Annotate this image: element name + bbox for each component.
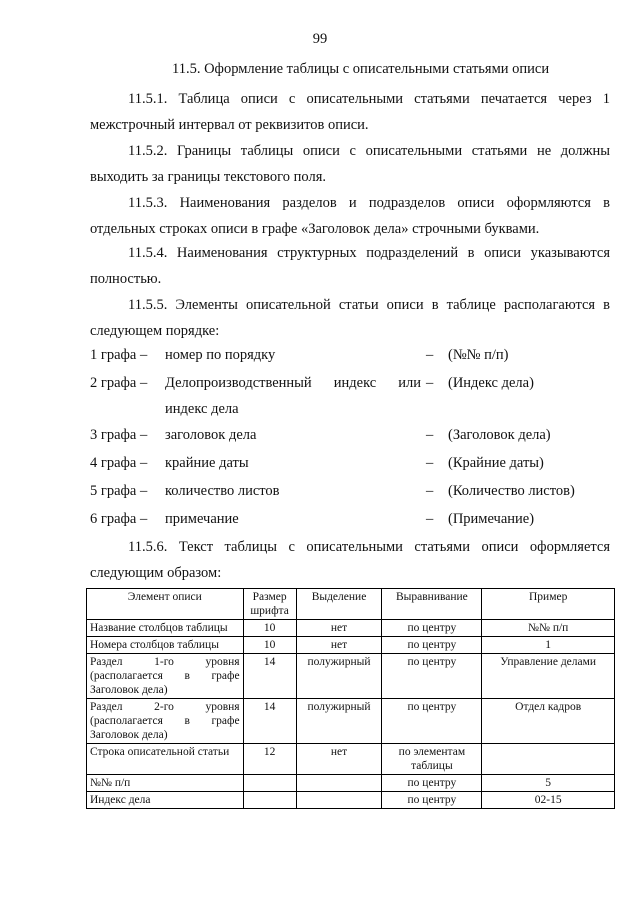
graph-value: (Примечание): [448, 511, 535, 527]
paragraph-11-5-4: [90, 240, 610, 292]
table-cell: 14: [243, 654, 296, 699]
graph-value: (Индекс дела): [448, 375, 534, 391]
table-row: [87, 637, 615, 654]
paragraph-11-5-1: [90, 86, 610, 138]
table-cell: [482, 744, 615, 775]
paragraph-line: 11.5.4. Наименования структурных подразделений в описи указываются: [128, 245, 610, 261]
table-header-cell: Элемент описи: [87, 589, 244, 620]
graph-label: 4 графа –: [90, 455, 148, 471]
table-cell: нет: [296, 620, 382, 637]
graph-value: (Заголовок дела): [448, 427, 551, 443]
paragraph-11-5-6: [90, 534, 610, 586]
table-cell: по центру: [382, 637, 482, 654]
table-row: [87, 792, 615, 809]
graph-description-line: Делопроизводственный индекс или: [165, 375, 421, 391]
table-cell: Строка описательной статьи: [87, 744, 244, 775]
table-header-row: [87, 589, 615, 620]
table-cell: нет: [296, 637, 382, 654]
paragraph-line: отдельных строках описи в графе «Заголовок дела» строчными буквами.: [90, 221, 540, 237]
page-number: 99: [312, 31, 328, 47]
graph-dash: –: [426, 347, 434, 363]
graph-description: примечание: [165, 511, 239, 527]
table-cell: [296, 792, 382, 809]
paragraph-line: 11.5.3. Наименования разделов и подразделов описи оформляются в: [128, 195, 610, 211]
table-cell: полужирный: [296, 699, 382, 744]
table-cell: [243, 775, 296, 792]
table-cell: Управление делами: [482, 654, 615, 699]
table-cell: по центру: [382, 792, 482, 809]
table-header-cell: Пример: [482, 589, 615, 620]
paragraph-line: полностью.: [90, 271, 162, 287]
table-cell: №№ п/п: [87, 775, 244, 792]
graph-label: 3 графа –: [90, 427, 148, 443]
graph-description: заголовок дела: [165, 427, 257, 443]
graph-dash: –: [426, 375, 434, 391]
table-row: [87, 699, 615, 744]
table-cell: Номера столбцов таблицы: [87, 637, 244, 654]
paragraph-line: выходить за границы текстового поля.: [90, 169, 326, 185]
table-cell: №№ п/п: [482, 620, 615, 637]
table-cell: Отдел кадров: [482, 699, 615, 744]
graph-label: 2 графа –: [90, 375, 148, 391]
paragraph-11-5-5: [90, 292, 610, 344]
table-cell: 02-15: [482, 792, 615, 809]
paragraph-11-5-3: [90, 190, 610, 242]
graph-label: 5 графа –: [90, 483, 148, 499]
table-cell: [243, 792, 296, 809]
graph-description: крайние даты: [165, 455, 249, 471]
table-cell: нет: [296, 744, 382, 775]
graph-description: номер по порядку: [165, 347, 276, 363]
graph-description: [165, 370, 421, 422]
table-row: [87, 654, 615, 699]
table-cell: Индекс дела: [87, 792, 244, 809]
table-cell: 10: [243, 637, 296, 654]
table-cell: по центру: [382, 699, 482, 744]
table-cell: по центру: [382, 654, 482, 699]
graph-label: 6 графа –: [90, 511, 148, 527]
elements-table: [86, 588, 615, 809]
paragraph-line: 11.5.6. Текст таблицы с описательными статьями описи оформляется: [128, 539, 610, 555]
table-cell: Раздел 2-го уровня (располагается в графе Заголовок дела): [87, 699, 244, 744]
graph-value: (Крайние даты): [448, 455, 544, 471]
table-cell: 1: [482, 637, 615, 654]
table-cell: Раздел 1-го уровня (располагается в графе Заголовок дела): [87, 654, 244, 699]
paragraph-line: 11.5.2. Границы таблицы описи с описательными статьями не должны: [128, 143, 610, 159]
paragraph-line: следующем порядке:: [90, 323, 220, 339]
table-cell: 12: [243, 744, 296, 775]
table-row: [87, 744, 615, 775]
table-cell: полужирный: [296, 654, 382, 699]
graph-dash: –: [426, 483, 434, 499]
table-row: [87, 775, 615, 792]
graph-value: (№№ п/п): [448, 347, 509, 363]
table-cell: 5: [482, 775, 615, 792]
graph-dash: –: [426, 455, 434, 471]
graph-label: 1 графа –: [90, 347, 148, 363]
table-cell: Название столбцов таблицы: [87, 620, 244, 637]
table-cell: по центру: [382, 620, 482, 637]
graph-dash: –: [426, 511, 434, 527]
graph-dash: –: [426, 427, 434, 443]
paragraph-line: 11.5.1. Таблица описи с описательными статьями печатается через 1: [128, 91, 610, 107]
table-cell: 14: [243, 699, 296, 744]
table-cell: по элементам таблицы: [382, 744, 482, 775]
table-header-cell: Выравнивание: [382, 589, 482, 620]
section-title: 11.5. Оформление таблицы с описательными статьями описи: [172, 61, 550, 77]
graph-description: количество листов: [165, 483, 280, 499]
table-header-cell: Выделение: [296, 589, 382, 620]
paragraph-11-5-2: [90, 138, 610, 190]
table-header-cell: Размер шрифта: [243, 589, 296, 620]
graph-value: (Количество листов): [448, 483, 575, 499]
table-row: [87, 620, 615, 637]
table-cell: по центру: [382, 775, 482, 792]
table-cell: 10: [243, 620, 296, 637]
paragraph-line: 11.5.5. Элементы описательной статьи описи в таблице располагаются в: [128, 297, 610, 313]
paragraph-line: межстрочный интервал от реквизитов описи.: [90, 117, 369, 133]
table-cell: [296, 775, 382, 792]
paragraph-line: следующим образом:: [90, 565, 222, 581]
graph-description-line: индекс дела: [165, 401, 239, 417]
